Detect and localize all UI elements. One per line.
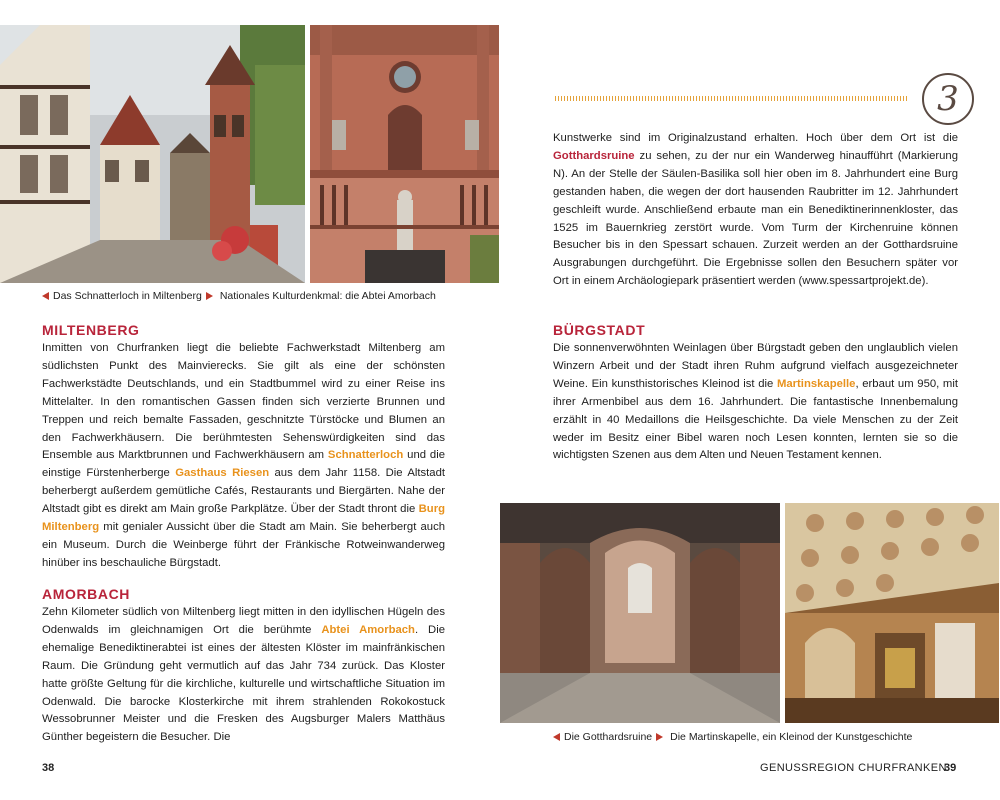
heading-buergstadt: BÜRGSTADT: [553, 322, 646, 338]
gotthardsruine-text: [553, 130, 958, 291]
buergstadt-text: [553, 340, 958, 465]
heading-miltenberg: MILTENBERG: [42, 322, 140, 338]
arrow-right-icon: [656, 733, 663, 741]
chapter-circle: [922, 73, 974, 125]
caption-martinskapelle: Die Martinskapelle, ein Kleinod der Kunstgeschichte: [670, 731, 913, 743]
dotted-rule: [555, 96, 907, 101]
buergstadt-text-2: , erbaut um 950, mit ihrer Armenbibel aus dem 16. Jahrhundert. Die fantastische Innenbemalung erzählt in 40 Medaillons die Heilsgeschichte. Da viele Menschen zu der Zeit weder im Besitz einer Bibel waren noch Lesen konnten, lernten sie so die wichtigsten Szenen aus dem Alten und Neuen Testament kennen.: [553, 377, 958, 462]
martinskapelle-image: [785, 503, 999, 723]
caption-gotthardsruine: Die Gotthardsruine: [564, 731, 653, 743]
amorbach-text-2: . Die ehemalige Benediktinerabtei ist eines der ältesten Klöster im mainfränkischen Raum. Die Gründung geht vermutlich auf das Jahr 734 zurück. Das Kloster hatte größte Geltung für die kirchliche, kulturelle und wirtschaftliche Situation im Odenwald. Die barocke Klosterkirche mit ihrem strahlenden Rokokostuck Wessobrunner Meister und die Fresken des Augsburger Malers Matthäus Günther begeistern die Besucher. Die: [42, 623, 445, 744]
link-gotthardsruine: Gotthardsruine: [553, 149, 635, 162]
gotthardsruine-image: [500, 503, 780, 723]
photo-schnatterloch: [0, 25, 305, 283]
link-abtei-amorbach: Abtei Amorbach: [321, 623, 415, 636]
link-martinskapelle: Martinskapelle: [776, 377, 856, 390]
caption-left: [42, 290, 436, 302]
arrow-right-icon: [206, 292, 213, 300]
gotthardsruine-text-1: Kunstwerke sind im Originalzustand erhalten. Hoch über dem Ort ist die: [553, 132, 958, 144]
miltenberg-text-1: Inmitten von Churfranken liegt die beliebte Fachwerkstadt Miltenberg am südlichsten Punkt des Mainvierecks. Sie gilt als eine der schönsten Fachwerkstädte Deutschlands, und ein Stadtbummel wird zu einer Reise ins Mittelalter. In den romantischen Gassen finden sich verzierte Brunnen und Treppen und reich bemalte Fassaden, geschnitzte Türstöcke und Blumen an den Fachwerkhäusern. Die berühmtesten Sehenswürdigkeiten sind das Ensemble aus Marktbrunnen und Fachwerkhäusern am: [42, 342, 445, 462]
photo-martinskapelle: [785, 503, 999, 723]
miltenberg-text: [42, 340, 445, 573]
miltenberg-text-4: mit genialer Aussicht über die Stadt am Main. Sie beherbergt auch ein Museum. Durch die Weinberge führt der Fränkische Rotweinwanderweg hinüber ins beschauliche Bürgstadt.: [42, 521, 445, 569]
miltenberg-text-3: aus dem Jahr 1158. Die Altstadt beherbergt außerdem gemütliche Cafés, Restaurants und Biergärten. Nahe der Altstadt gibt es direkt am Main große Parkplätze. Über der Stadt thront die: [42, 467, 445, 516]
heading-amorbach: AMORBACH: [42, 586, 131, 602]
arrow-left-icon: [553, 733, 560, 741]
amorbach-text: [42, 604, 445, 747]
link-burg-miltenberg: Burg Miltenberg: [42, 503, 445, 534]
link-gasthaus-riesen: Gasthaus Riesen: [175, 467, 270, 480]
abtei-amorbach-image: [310, 25, 499, 283]
caption-schnatterloch: Das Schnatterloch in Miltenberg: [53, 290, 202, 302]
caption-abtei: Nationales Kulturdenkmal: die Abtei Amorbach: [219, 290, 436, 302]
amorbach-text-1: Zehn Kilometer südlich von Miltenberg liegt mitten in den idyllischen Hügeln des Odenwalds im gleichnamigen Ort die berühmte: [42, 606, 445, 636]
arrow-left-icon: [42, 292, 49, 300]
miltenberg-text-2: und die einstige Fürstenherberge: [42, 449, 445, 480]
chapter-number: 3: [937, 79, 959, 119]
page-number-right: 39: [944, 762, 957, 774]
link-schnatterloch: Schnatterloch: [327, 449, 404, 462]
photo-gotthardsruine: [500, 503, 780, 723]
running-title: GENUSSREGION CHURFRANKEN: [760, 762, 947, 774]
page-number-left: 38: [42, 762, 55, 774]
photo-abtei-amorbach: [310, 25, 499, 283]
schnatterloch-image: [0, 25, 305, 283]
caption-right: [553, 731, 912, 743]
buergstadt-text-1: Die sonnenverwöhnten Weinlagen über Bürgstadt geben den unglaublich vielen Winzern Arbeit und der Stadt ihren Ruhm aufgrund vielfach ausgezeichneter Weine. Ein kunsthistorisches Kleinod ist die: [553, 342, 958, 390]
gotthardsruine-text-2: zu sehen, zu der nur ein Wanderweg hinaufführt (Markierung N). An der Stelle der Säulen-Basilika soll hier oben im 8. Jahrhundert eine Burg gestanden haben, die wegen der dort hausenden Raubritter im 12. Jahrhundert geschleift wurde. Anschließend erbaute man ein Benediktinerinnenkloster, das 1525 im Bauernkrieg zerstört wurde. Vom Turm der Kirchenruine können Besucher bis in den Spessart schauen. Zurzeit werden an der Gotthardsruine Ausgrabungen durchgeführt. Die Ergebnisse sollen den Besuchern später vor Ort in einem Archäologiepark präsentiert werden (www.spessartprojekt.de).: [553, 149, 958, 288]
